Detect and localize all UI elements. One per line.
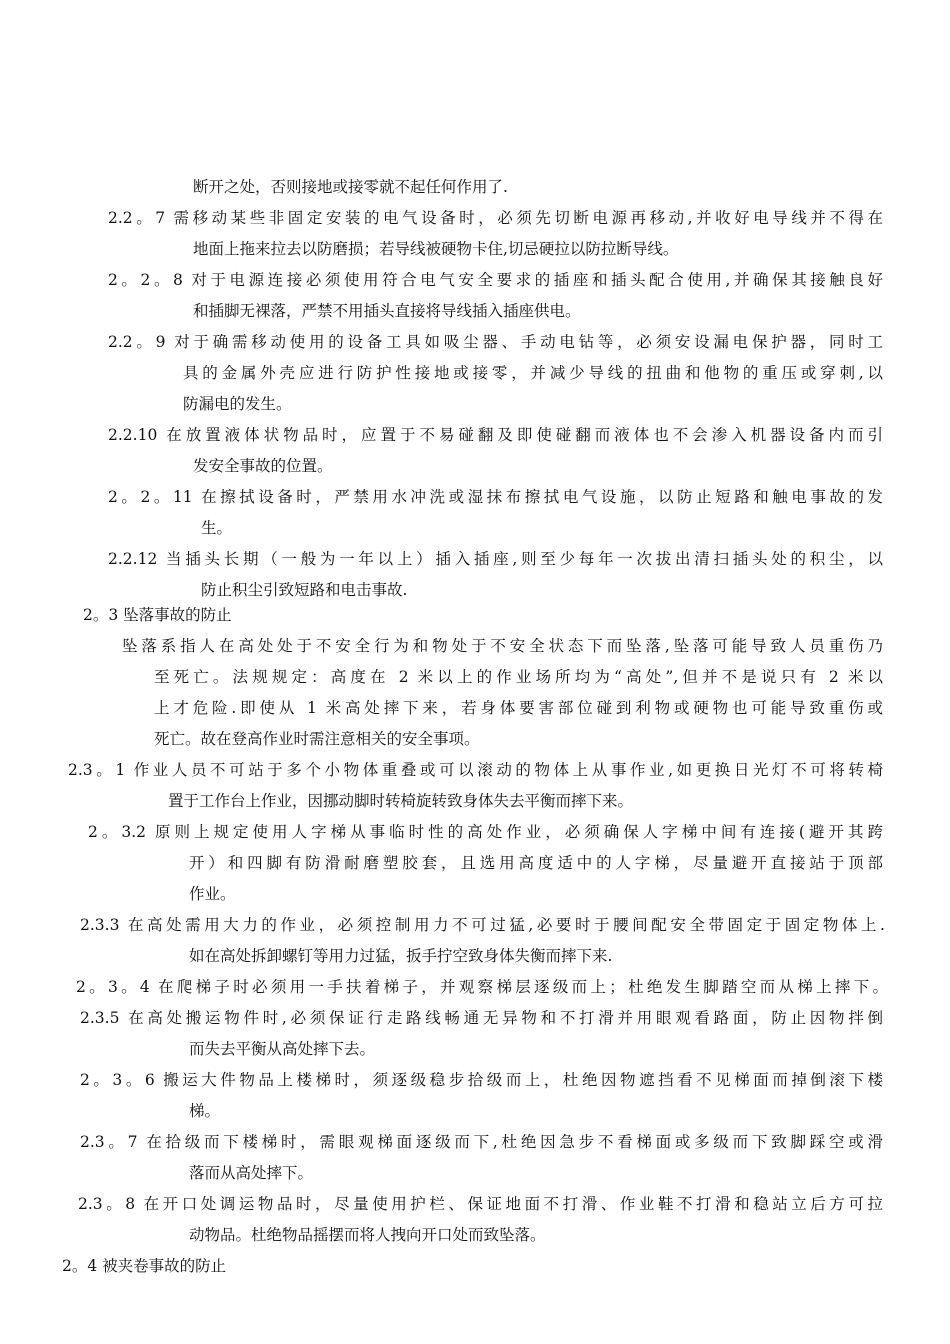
text-line: 防漏电的发生。: [183, 395, 292, 413]
text-line: 防止积尘引致短路和电击事故.: [201, 581, 408, 599]
text-line: 如在高处拆卸螺钉等用力过猛，扳手拧空致身体失衡而摔下来.: [189, 947, 613, 965]
text-line: 而失去平衡从高处摔下去。: [189, 1040, 376, 1058]
text-line: 具的金属外壳应进行防护性接地或接零，并减少导线的扭曲和他物的重压或穿刺,以: [183, 364, 883, 382]
text-line: 作业。: [189, 885, 236, 903]
text-line: 开）和四脚有防滑耐磨塑胶套，且选用高度适中的人字梯，尽量避开直接站于顶部: [189, 854, 883, 872]
clause-2-2-8: 2。2。8 对于电源连接必须使用符合电气安全要求的插座和插头配合使用,并确保其接触良好: [108, 271, 883, 289]
text-line: 断开之处，否则接地或接零就不起任何作用了.: [193, 178, 508, 196]
text-line: 和插脚无裸落，严禁不用插头直接将导线插入插座供电。: [193, 302, 581, 320]
text-line: 置于工作台上作业，因挪动脚时转椅旋转致身体失去平衡而摔下来。: [168, 792, 634, 810]
clause-2-2-11: 2。2。11 在擦拭设备时，严禁用水冲洗或湿抹布擦拭电气设施，以防止短路和触电事故的发: [108, 488, 883, 506]
clause-2-3-3: 2.3.3 在高处需用大力的作业，必须控制用力不可过猛,必要时于腰间配安全带固定于固定物体上.: [80, 916, 885, 934]
clause-2-3-6: 2。3。6 搬运大件物品上楼梯时，须逐级稳步拾级而上，杜绝因物遮挡看不见梯面而掉倒滚下楼: [80, 1071, 883, 1089]
clause-2-3-1: 2.3。1 作业人员不可站于多个小物体重叠或可以滚动的物体上从事作业,如更换日光灯不可将转椅: [68, 761, 883, 779]
text-line: 落而从高处摔下。: [189, 1164, 314, 1182]
text-line: 发安全事故的位置。: [193, 457, 333, 475]
clause-2-2-12: 2.2.12 当插头长期（一般为一年以上）插入插座,则至少每年一次拔出清扫插头处的积尘，以: [108, 550, 883, 568]
clause-2-3-7: 2.3。7 在拾级而下楼梯时，需眼观梯面逐级而下,杜绝因急步不看梯面或多级而下致脚踩空或滑: [80, 1133, 883, 1151]
paragraph-line: 坠落系指人在高处处于不安全行为和物处于不安全状态下而坠落,坠落可能导致人员重伤乃: [122, 637, 883, 655]
text-line: 动物品。杜绝物品摇摆而将人拽向开口处而致坠落。: [189, 1226, 546, 1244]
paragraph-line: 至死亡。法规规定：高度在 2 米以上的作业场所均为“高处”,但并不是说只有 2 米以: [154, 668, 883, 686]
clause-2-3-2: 2。3.2 原则上规定使用人字梯从事临时性的高处作业，必须确保人字梯中间有连接(避开其跨: [88, 823, 883, 841]
clause-2-3-4: 2。3。4 在爬梯子时必须用一手扶着梯子，并观察梯层逐级而上；杜绝发生脚踏空而从梯上摔下。: [76, 978, 888, 996]
text-line: 地面上拖来拉去以防磨损；若导线被硬物卡住,切忌硬拉以防拉断导线。: [193, 240, 679, 258]
paragraph-line: 上才危险.即使从 1 米高处摔下来，若身体要害部位碰到利物或硬物也可能导致重伤或: [154, 699, 883, 717]
section-heading-2-3: 2。3 坠落事故的防止: [83, 606, 232, 624]
clause-2-2-7: 2.2。7 需移动某些非固定安装的电气设备时，必须先切断电源再移动,并收好电导线并不得在: [108, 209, 883, 227]
text-line: 生。: [201, 519, 233, 537]
section-heading-2-4: 2。4 被夹卷事故的防止: [62, 1257, 227, 1275]
clause-2-2-10: 2.2.10 在放置液体状物品时，应置于不易碰翻及即使碰翻而液体也不会渗入机器设备内而引: [108, 426, 883, 444]
clause-2-2-9: 2.2。9 对于确需移动使用的设备工具如吸尘器、手动电钻等，必须安设漏电保护器，同时工: [108, 333, 883, 351]
clause-2-3-8: 2.3。8 在开口处调运物品时，尽量使用护栏、保证地面不打滑、作业鞋不打滑和稳站立后方可拉: [78, 1195, 883, 1213]
text-line: 梯。: [189, 1102, 221, 1120]
paragraph-line: 死亡。故在登高作业时需注意相关的安全事项。: [154, 730, 480, 748]
clause-2-3-5: 2.3.5 在高处搬运物件时,必须保证行走路线畅通无异物和不打滑并用眼观看路面，防止因物拌倒: [80, 1009, 883, 1027]
